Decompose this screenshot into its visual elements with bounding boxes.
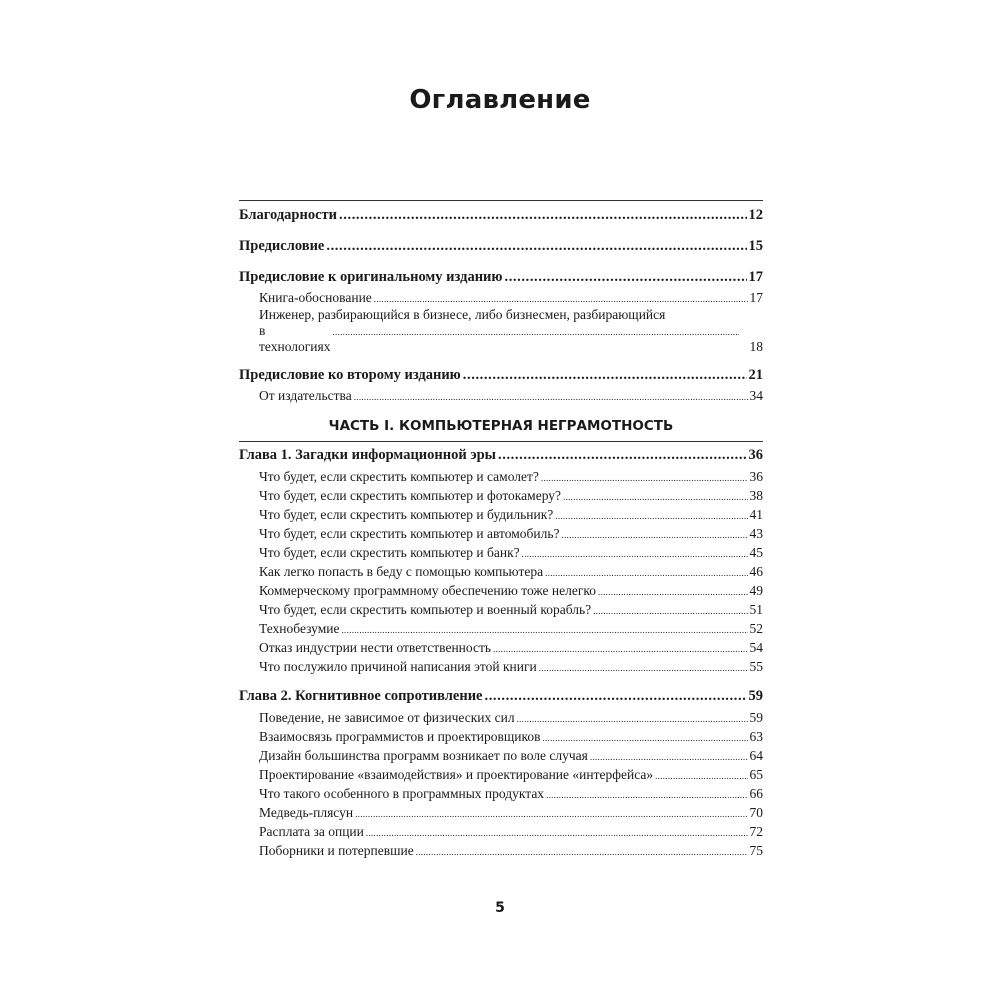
dot-leader (563, 488, 747, 507)
toc-entry-label: Что будет, если скрестить компьютер и военный корабль? (259, 602, 592, 617)
dot-leader (339, 204, 746, 226)
dot-leader (416, 843, 748, 862)
toc-entry-page: 59 (748, 688, 763, 704)
toc-subentry (259, 784, 763, 803)
toc-entry-page: 63 (749, 729, 763, 744)
toc-entry-label: Благодарности (239, 207, 338, 223)
toc-entry-page: 36 (748, 447, 763, 463)
toc-subentry (259, 727, 763, 746)
toc-subentry-multiline (259, 307, 763, 355)
table-of-contents (239, 200, 763, 860)
dot-leader (598, 583, 747, 602)
toc-entry-page: 15 (748, 238, 763, 254)
toc-entry-label: Поборники и потерпевшие (259, 843, 414, 858)
toc-entry-label: Что такого особенного в программных продуктах (259, 786, 545, 801)
toc-entry-page: 17 (748, 269, 763, 285)
toc-entry-page: 72 (749, 824, 763, 839)
toc-entry-label: Глава 1. Загадки информационной эры (239, 447, 496, 463)
toc-entry-label: Что будет, если скрестить компьютер и банк? (259, 545, 520, 560)
toc-entry-label: От издательства (259, 388, 352, 403)
chapter-heading (239, 685, 763, 707)
toc-entry-label: Отказ индустрии нести ответственность (259, 640, 492, 655)
toc-entry-label: Глава 2. Когнитивное сопротивление (239, 688, 483, 704)
toc-entry-page: 55 (749, 659, 763, 674)
toc-entry-label: Что будет, если скрестить компьютер и самолет? (259, 469, 539, 484)
toc-subentry (259, 746, 763, 765)
toc-subentry (259, 619, 763, 638)
toc-entry-acknowledgements (239, 204, 763, 226)
dot-leader (354, 388, 748, 407)
toc-subentry (259, 638, 763, 657)
toc-entry-preface-second (239, 364, 763, 386)
toc-entry-label: Что будет, если скрестить компьютер и фотокамеру? (259, 488, 562, 503)
toc-subentry (259, 486, 763, 505)
toc-entry-label: Медведь-плясун (259, 805, 354, 820)
toc-entry-label: Что будет, если скрестить компьютер и будильник? (259, 507, 554, 522)
toc-entry-label: Дизайн большинства программ возникает по воле случая (259, 748, 588, 763)
toc-subentry (259, 765, 763, 784)
toc-entry-page: 59 (749, 710, 763, 725)
dot-leader (366, 824, 748, 843)
toc-entry-preface-original (239, 266, 763, 288)
toc-entry-label: Предисловие ко второму изданию (239, 367, 461, 383)
toc-entry-label: Что послужило причиной написания этой книги (259, 659, 537, 674)
toc-subentry (259, 600, 763, 619)
toc-subentry (259, 543, 763, 562)
toc-entry-page: 49 (749, 583, 763, 598)
dot-leader (655, 767, 747, 786)
toc-entry-label: Расплата за опции (259, 824, 364, 839)
toc-entry-preface (239, 235, 763, 257)
dot-leader (522, 545, 748, 564)
chapter-heading (239, 444, 763, 466)
part-heading: ЧАСТЬ I. КОМПЬЮТЕРНАЯ НЕГРАМОТНОСТЬ (328, 418, 674, 434)
toc-entry-page: 51 (749, 602, 763, 617)
toc-entry-page: 18 (749, 339, 763, 354)
dot-leader (484, 685, 746, 707)
toc-entry-label: Книга-обоснование (259, 290, 372, 305)
toc-entry-label: Предисловие (239, 238, 325, 254)
dot-leader (498, 444, 747, 466)
dot-leader (326, 235, 746, 257)
toc-entry-page: 45 (749, 545, 763, 560)
dot-leader (593, 602, 747, 621)
toc-entry-page: 75 (749, 843, 763, 858)
toc-entry-label-line2: в технологиях (259, 323, 331, 354)
dot-leader (562, 526, 748, 545)
toc-subentry (259, 562, 763, 581)
dot-leader (332, 324, 739, 340)
toc-entry-label: Взаимосвязь программистов и проектировщиков (259, 729, 541, 744)
toc-subentry (259, 505, 763, 524)
toc-entry-page: 66 (749, 786, 763, 801)
toc-entry-label: Предисловие к оригинальному изданию (239, 269, 503, 285)
toc-entry-page: 34 (749, 388, 763, 403)
toc-entry-page: 38 (749, 488, 763, 503)
toc-entry-page: 54 (749, 640, 763, 655)
dot-leader (463, 364, 747, 386)
toc-subentry (259, 841, 763, 860)
toc-entry-page: 36 (749, 469, 763, 484)
toc-entry-page: 64 (749, 748, 763, 763)
dot-leader (517, 710, 748, 729)
toc-entry-label-line1: Инженер, разбирающийся в бизнесе, либо бизнесмен, разбирающийся (259, 307, 666, 322)
toc-entry-page: 21 (748, 367, 763, 383)
toc-subentry (259, 467, 763, 486)
toc-entry-page: 46 (749, 564, 763, 579)
toc-entry-label: Как легко попасть в беду с помощью компьютера (259, 564, 544, 579)
page-number: 5 (495, 900, 505, 916)
toc-entry-page: 12 (748, 207, 763, 223)
toc-subentry (259, 288, 763, 307)
dot-leader (555, 507, 747, 526)
toc-subentry (259, 524, 763, 543)
chapter-list (239, 444, 763, 860)
dot-leader (541, 469, 748, 488)
dot-leader (504, 266, 746, 288)
toc-entry-label: Технобезумие (259, 621, 340, 636)
toc-entry-page: 17 (749, 290, 763, 305)
toc-entry-label: Коммерческому программному обеспечению тоже нелегко (259, 583, 597, 598)
dot-leader (546, 786, 747, 805)
toc-entry-label: Проектирование «взаимодействия» и проектирование «интерфейса» (259, 767, 654, 782)
toc-entry-page: 65 (749, 767, 763, 782)
toc-subentry (259, 803, 763, 822)
dot-leader (355, 805, 747, 824)
toc-subentry (259, 822, 763, 841)
toc-entry-page: 70 (749, 805, 763, 820)
page-title: Оглавление (409, 85, 591, 115)
toc-entry-page: 43 (749, 526, 763, 541)
dot-leader (539, 659, 748, 678)
toc-subentry (259, 708, 763, 727)
toc-subentry (259, 657, 763, 676)
toc-subentry (259, 581, 763, 600)
toc-subentry (259, 386, 763, 405)
toc-entry-label: Поведение, не зависимое от физических сил (259, 710, 515, 725)
toc-entry-page: 41 (749, 507, 763, 522)
toc-entry-page: 52 (749, 621, 763, 636)
toc-entry-label: Что будет, если скрестить компьютер и автомобиль? (259, 526, 560, 541)
